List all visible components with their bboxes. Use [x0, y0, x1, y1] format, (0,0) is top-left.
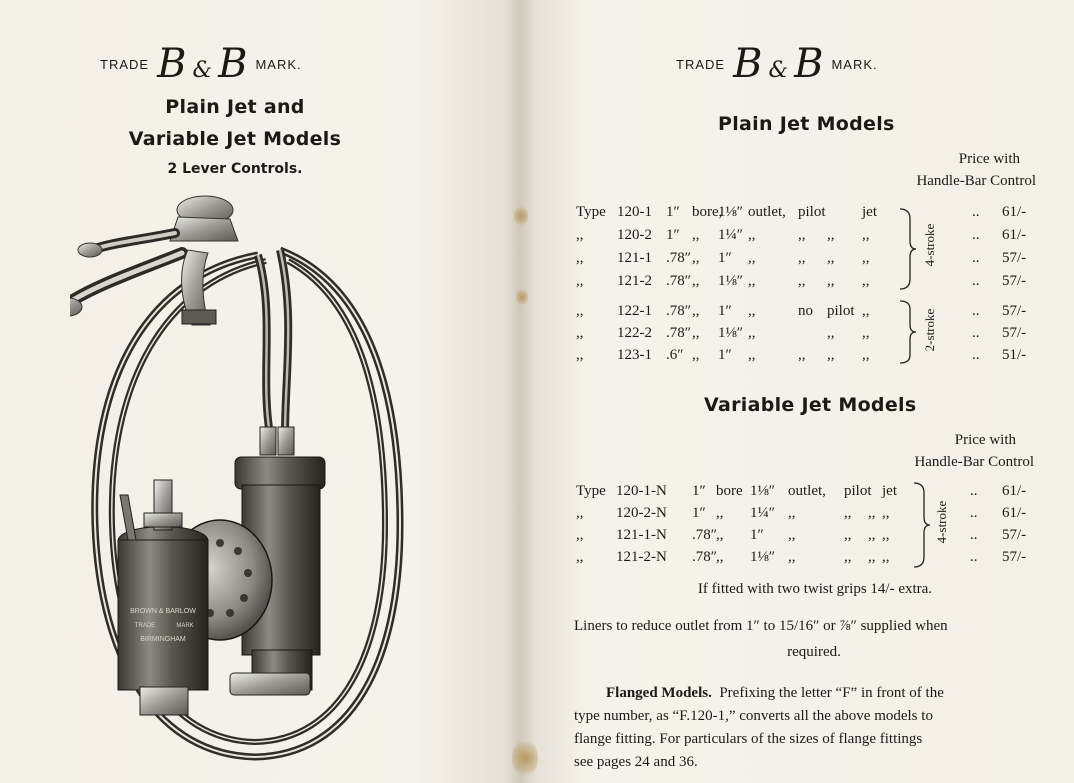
- cell-bore: 1″: [666, 204, 680, 220]
- left-title-line2: Variable Jet Models: [128, 128, 342, 150]
- body-text-brown-barlow: BROWN & BARLOW: [130, 608, 196, 615]
- trademark-header-left: [100, 41, 302, 87]
- cell-type: 120-1: [617, 204, 652, 220]
- cell-d2: ,,: [827, 227, 835, 243]
- cell-outlet: 1⅛″: [718, 273, 743, 289]
- table-row: [520, 201, 1074, 223]
- table-row: [520, 300, 1074, 322]
- leader-dots: ..: [970, 505, 978, 521]
- body-text-trade: TRADE: [134, 623, 156, 629]
- table-row: [520, 270, 1074, 292]
- body-text-mark: MARK: [176, 623, 194, 629]
- cell-d1: ,,: [798, 273, 806, 289]
- bb-monogram-logo: B & B: [733, 41, 824, 87]
- flanged-line1: Flanged Models. Prefixing the letter “F” in front of the: [606, 685, 944, 701]
- cell-d1: ,,: [798, 250, 806, 266]
- cell-type: 121-2-N: [616, 549, 667, 565]
- body-text-birmingham: BIRMINGHAM: [140, 636, 186, 643]
- cell-bore: .78″: [666, 273, 691, 289]
- cell-bore: 1″: [666, 227, 680, 243]
- cell-outlet: 1⅛″: [750, 549, 775, 565]
- leader-dots: ..: [970, 483, 978, 499]
- table-row: [520, 524, 1074, 546]
- label-4-stroke: 4-stroke: [922, 223, 937, 267]
- cell-pre: Type: [576, 204, 606, 220]
- table-row: [520, 344, 1074, 366]
- cell-pre: ,,: [576, 347, 584, 363]
- left-subtitle: 2 Lever Controls.: [167, 161, 303, 177]
- cell-d3: ,,: [882, 505, 890, 521]
- cell-type: 122-2: [617, 325, 652, 341]
- cell-d1: ,,: [798, 227, 806, 243]
- cell-price: 57/-: [1002, 250, 1027, 266]
- cell-d3: ,,: [862, 250, 870, 266]
- cell-b2: ,,: [692, 347, 700, 363]
- cell-o2: ,,: [788, 505, 796, 521]
- cell-pre: ,,: [576, 549, 584, 565]
- liners-line2: required.: [787, 644, 841, 660]
- cell-d1: ,,: [844, 505, 852, 521]
- cell-b2: ,,: [716, 505, 724, 521]
- cell-d3: ,,: [882, 527, 890, 543]
- cell-o2: ,,: [748, 303, 756, 319]
- cell-d2: pilot: [827, 303, 855, 319]
- cell-outlet: 1″: [718, 303, 732, 319]
- left-page: [0, 0, 520, 783]
- brace-2-stroke: [898, 299, 918, 365]
- mark-label: MARK.: [831, 56, 878, 72]
- cell-type: 120-2: [617, 227, 652, 243]
- cell-bore: .78″: [666, 303, 691, 319]
- right-page: [520, 0, 1074, 783]
- leader-dots: ..: [972, 204, 980, 220]
- cell-price: 57/-: [1002, 325, 1027, 341]
- float-drain-nut: [140, 687, 188, 715]
- cell-d3: ,,: [862, 325, 870, 341]
- cell-d2: ,,: [827, 325, 835, 341]
- cell-d1: ,,: [798, 347, 806, 363]
- cell-d1: ,,: [844, 549, 852, 565]
- mark-label: MARK.: [255, 56, 302, 72]
- cell-type: 120-1-N: [616, 483, 667, 499]
- table-row: [520, 502, 1074, 524]
- cell-o2: ,,: [748, 227, 756, 243]
- upper-lever-knob: [78, 243, 102, 257]
- cell-type: 121-1: [617, 250, 652, 266]
- cell-pre: ,,: [576, 250, 584, 266]
- cell-bore: 1″: [692, 483, 706, 499]
- cell-o2: outlet,: [788, 483, 826, 499]
- cell-outlet: 1″: [718, 250, 732, 266]
- cell-d1: pilot: [798, 204, 826, 220]
- cell-outlet: 1″: [718, 347, 732, 363]
- cell-price: 61/-: [1002, 204, 1027, 220]
- float-chamber: [118, 540, 208, 690]
- cell-b2: bore: [716, 483, 743, 499]
- cell-d2: ,,: [827, 347, 835, 363]
- left-title-line1: Plain Jet and: [165, 96, 305, 118]
- cell-d3: ,,: [862, 227, 870, 243]
- cell-b2: ,,: [716, 527, 724, 543]
- cell-d3: ,,: [862, 273, 870, 289]
- cell-bore: 1″: [692, 505, 706, 521]
- cell-b2: ,,: [692, 273, 700, 289]
- flanged-line4: see pages 24 and 36.: [574, 754, 698, 770]
- leader-dots: ..: [970, 549, 978, 565]
- trade-label: TRADE: [676, 56, 726, 72]
- cell-pre: ,,: [576, 505, 584, 521]
- leader-dots: ..: [972, 273, 980, 289]
- cell-d2: ,,: [827, 250, 835, 266]
- cell-outlet: 1″: [750, 527, 764, 543]
- leader-dots: ..: [972, 250, 980, 266]
- leader-dots: ..: [972, 303, 980, 319]
- cell-o2: ,,: [748, 250, 756, 266]
- cell-type: 121-1-N: [616, 527, 667, 543]
- cell-bore: .78″: [666, 250, 691, 266]
- cell-b2: ,,: [716, 549, 724, 565]
- cell-type: 120-2-N: [616, 505, 667, 521]
- cell-price: 57/-: [1002, 527, 1027, 543]
- cell-d3: ,,: [862, 303, 870, 319]
- flanged-heading: Flanged Models.: [606, 685, 712, 701]
- cell-d3: ,,: [882, 549, 890, 565]
- cell-price: 61/-: [1002, 227, 1027, 243]
- cell-bore: .78″: [692, 527, 717, 543]
- cell-price: 61/-: [1002, 505, 1027, 521]
- leader-dots: ..: [972, 347, 980, 363]
- cell-d3: jet: [882, 483, 897, 499]
- carburettor-illustration: [70, 195, 440, 770]
- cell-price: 57/-: [1002, 273, 1027, 289]
- cell-b2: ,,: [692, 303, 700, 319]
- brace-variable-4-stroke: [912, 481, 932, 569]
- cell-bore: .6″: [666, 347, 684, 363]
- cell-o2: ,,: [788, 549, 796, 565]
- plain-price-header: Price with Handle-Bar Control: [916, 151, 1036, 189]
- table-row: [520, 480, 1074, 502]
- cell-o2: outlet,: [748, 204, 786, 220]
- cell-d3: ,,: [862, 347, 870, 363]
- flanged-line3: flange fitting. For particulars of the sizes of flange fittings: [574, 731, 923, 747]
- cell-bore: .78″: [666, 325, 691, 341]
- bb-monogram-logo: B & B: [157, 41, 248, 87]
- twist-grip-note: If fitted with two twist grips 14/- extra.: [697, 581, 933, 597]
- cell-b2: bore,: [692, 204, 723, 220]
- liners-line1: Liners to reduce outlet from 1″ to 15/16″ or ⅞″ supplied when: [574, 618, 948, 634]
- cell-price: 51/-: [1002, 347, 1027, 363]
- cell-d1: ,,: [844, 527, 852, 543]
- cell-pre: ,,: [576, 303, 584, 319]
- cell-d2: ,,: [868, 505, 876, 521]
- trademark-header-right: [676, 41, 878, 87]
- cell-price: 61/-: [1002, 483, 1027, 499]
- cell-d2: ,,: [868, 549, 876, 565]
- cell-pre: Type: [576, 483, 606, 499]
- table-row: [520, 546, 1074, 568]
- cell-price: 57/-: [1002, 303, 1027, 319]
- cell-b2: ,,: [692, 325, 700, 341]
- cell-pre: ,,: [576, 227, 584, 243]
- cell-outlet: 1¼″: [718, 227, 743, 243]
- cell-d3: jet: [862, 204, 877, 220]
- mounting-clamp: [230, 673, 310, 695]
- cell-d2: ,,: [868, 527, 876, 543]
- plain-jet-title: Plain Jet Models: [718, 113, 895, 135]
- variable-price-header: Price with Handle-Bar Control: [914, 432, 1034, 470]
- label-variable-4-stroke: 4-stroke: [934, 500, 949, 544]
- cell-o2: ,,: [748, 325, 756, 341]
- cell-pre: ,,: [576, 273, 584, 289]
- cell-type: 121-2: [617, 273, 652, 289]
- flanged-line2: type number, as “F.120-1,” converts all the above models to: [574, 708, 933, 724]
- leader-dots: ..: [972, 227, 980, 243]
- cell-price: 57/-: [1002, 549, 1027, 565]
- cell-o2: ,,: [748, 273, 756, 289]
- cell-pre: ,,: [576, 325, 584, 341]
- cell-o2: ,,: [748, 347, 756, 363]
- variable-jet-title: Variable Jet Models: [704, 394, 917, 416]
- cell-b2: ,,: [692, 227, 700, 243]
- table-row: [520, 247, 1074, 269]
- cell-d1: pilot: [844, 483, 872, 499]
- cell-d1: no: [798, 303, 813, 319]
- leader-dots: ..: [970, 527, 978, 543]
- cell-type: 122-1: [617, 303, 652, 319]
- chamber-top-cap: [235, 457, 325, 489]
- table-row: [520, 322, 1074, 344]
- cell-d2: ,,: [827, 273, 835, 289]
- table-row: [520, 224, 1074, 246]
- cell-type: 123-1: [617, 347, 652, 363]
- cell-outlet: 1⅛″: [718, 325, 743, 341]
- cell-outlet: 1¼″: [750, 505, 775, 521]
- cell-b2: ,,: [692, 250, 700, 266]
- brace-4-stroke: [898, 207, 918, 291]
- trade-label: TRADE: [100, 56, 150, 72]
- cell-outlet: 1⅛″: [750, 483, 775, 499]
- cell-o2: ,,: [788, 527, 796, 543]
- cell-outlet: 1⅛″: [718, 204, 743, 220]
- label-2-stroke: 2-stroke: [922, 308, 937, 352]
- leader-dots: ..: [972, 325, 980, 341]
- cell-pre: ,,: [576, 527, 584, 543]
- cell-bore: .78″: [692, 549, 717, 565]
